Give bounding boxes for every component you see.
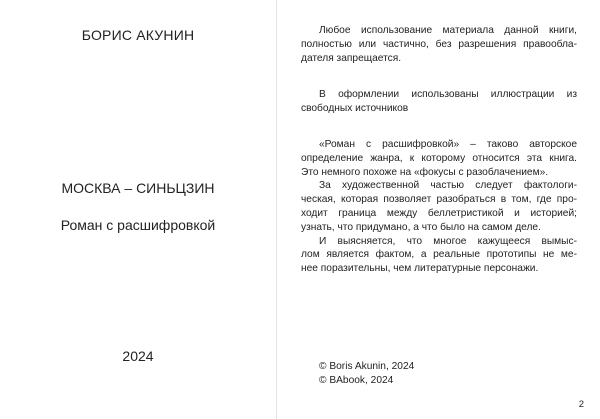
text-line: В оформлении использованы иллюстрации из	[319, 89, 577, 100]
publication-year: 2024	[122, 348, 154, 364]
title-page	[0, 0, 276, 419]
text-line: Любое использование материала данной книги,	[319, 25, 577, 36]
text-line: дателя запрещается.	[301, 52, 402, 64]
copyright-publisher: © BAbook, 2024	[319, 375, 394, 386]
rights-notice	[301, 24, 577, 65]
book-subtitle: Роман с расшифровкой	[60, 217, 216, 233]
text-line: За художественной частью следует фактологи-	[319, 180, 577, 192]
text-line: ческая, которая позволяет разобраться в том, где про-	[301, 194, 577, 206]
text-line: И выясняется, что многое кажущееся вымыс-	[319, 235, 577, 247]
text-line: полностью или частично, без разрешения правообла-	[301, 38, 577, 50]
copyright-author: © Boris Akunin, 2024	[319, 361, 415, 372]
text-line: ходит граница между беллетристикой и историей;	[301, 207, 577, 219]
author-name: БОРИС АКУНИН	[81, 27, 195, 43]
text-line: свободных источников	[301, 102, 409, 114]
copyright-page	[277, 0, 600, 419]
text-line: нее поразительны, чем литературные персонажи.	[301, 263, 539, 275]
genre-description	[301, 138, 577, 276]
page-number: 2	[578, 399, 584, 410]
text-line: «Роман с расшифровкой» – таково авторское	[319, 139, 577, 150]
text-line: Это немного похоже на «фокусы с разоблачением».	[301, 166, 549, 178]
book-title: МОСКВА – СИНЬЦЗИН	[61, 180, 215, 196]
text-line: лом является фактом, а реальные прототипы не ме-	[301, 249, 577, 261]
text-line: узнать, что придумано, а что было на самом деле.	[301, 221, 541, 233]
text-line: определение жанра, к которому относится эта книга.	[301, 152, 577, 164]
illustrations-notice	[301, 88, 577, 116]
